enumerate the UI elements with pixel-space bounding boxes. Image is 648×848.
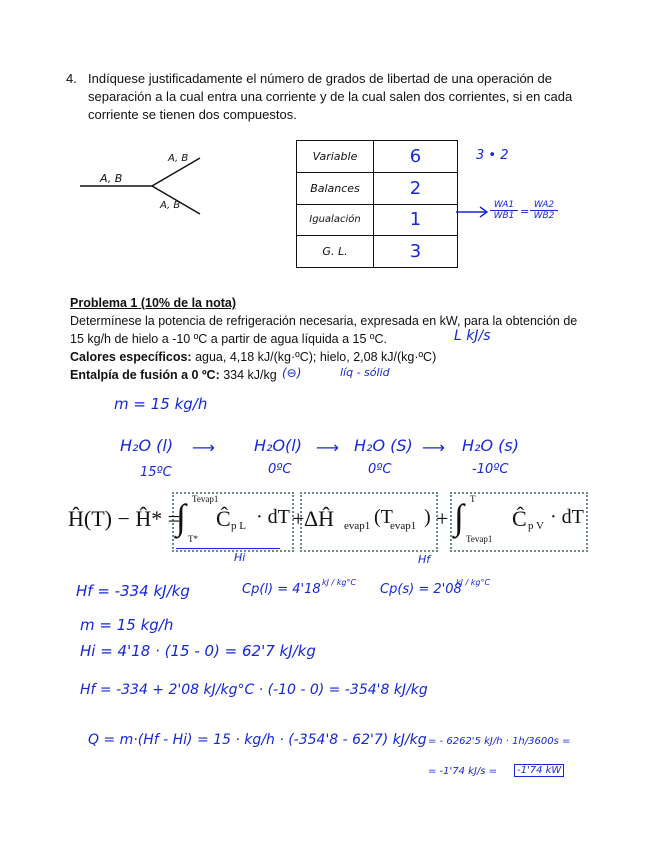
question-number: 4.	[66, 71, 77, 86]
cp-text: agua, 4,18 kJ/(kg·ºC); hielo, 2,08 kJ/(kg·ºC)	[195, 350, 437, 364]
row-value: 6	[374, 141, 458, 173]
dT-1: · dT	[256, 506, 290, 528]
specific-heats	[70, 348, 590, 366]
final-result: -1'74 kW	[514, 764, 564, 777]
row-label: G. L.	[297, 236, 374, 268]
table-row	[297, 141, 458, 173]
delta-h-close: )	[424, 506, 431, 528]
fusion-label: Entalpía de fusión a 0 ºC:	[70, 368, 220, 382]
hf-line: Hf = -334 kJ/kg	[76, 582, 190, 600]
problem-statement: Determínese la potencia de refrigeración necesaria, expresada en kW, para la obtención de 15 kg/h de hielo a -10 ºC a partir de agua líquida a 15 ºC.	[70, 314, 578, 346]
cp-s-unit: kJ / kg°C	[456, 578, 491, 587]
equality-right-fraction	[530, 200, 558, 221]
integral-2-icon: ∫	[454, 497, 464, 537]
separation-diagram	[76, 150, 216, 230]
plus-1: +	[292, 506, 305, 531]
q-line: Q = m·(Hf - Hi) = 15 · kg/h · (-354'8 - 62'7) kJ/kg	[88, 732, 427, 748]
cp-l-line: Cp(l) = 4'18	[242, 582, 321, 597]
cp-liquid-sub: p L	[231, 520, 246, 532]
cp-vapor-sub: p V	[528, 520, 544, 532]
problem-title: Problema 1 (10% de la nota)	[70, 296, 237, 310]
sign-note: (⊖)	[282, 366, 302, 380]
equation-lhs: Ĥ(T) − Ĥ* =	[68, 506, 181, 531]
q-result-1: = - 6262'5 kJ/h · 1h/3600s =	[428, 736, 571, 747]
delta-h: ΔĤ	[304, 506, 335, 531]
fusion-enthalpy	[70, 366, 590, 384]
mass-line: m = 15 kg/h	[114, 395, 208, 413]
state-liquid-15: H₂O (l)	[120, 436, 174, 455]
row-value: 2	[374, 172, 458, 204]
row-label: Balances	[297, 172, 374, 204]
cp-liquid: Ĉ	[216, 506, 231, 531]
arrow-icon: ⟶	[192, 438, 215, 457]
lower-limit-1: T*	[188, 534, 198, 544]
q-result-2: = -1'74 kJ/s =	[428, 766, 498, 777]
table-row	[297, 172, 458, 204]
equals-sign: =	[520, 205, 530, 218]
dT-3: · dT	[550, 506, 584, 528]
temp-minus10: -10ºC	[472, 462, 509, 477]
problem-1	[70, 294, 590, 384]
upper-limit-1: Tevap1	[192, 494, 219, 504]
temp-0a: 0ºC	[268, 462, 292, 477]
arrow-icon: ⟶	[422, 438, 445, 457]
state-solid-minus10: H₂O (s)	[462, 436, 519, 455]
row-label: Variable	[297, 141, 374, 173]
state-solid-0: H₂O (S)	[354, 436, 413, 455]
units-note: L kJ/s	[454, 328, 491, 344]
mass-line-2: m = 15 kg/h	[80, 616, 174, 634]
arrow-icon	[456, 206, 490, 218]
phase-note: líq - sólid	[340, 366, 390, 379]
inlet-label: A, B	[100, 172, 123, 185]
cp-l-unit: kJ / kg°C	[322, 578, 357, 587]
enthalpy-equation	[68, 492, 588, 552]
table-row	[297, 204, 458, 236]
fraction-denominator: WB2	[533, 211, 555, 221]
delta-h-sub: evap1	[344, 520, 371, 532]
temp-15: 15ºC	[140, 465, 172, 480]
table-row	[297, 236, 458, 268]
plus-2: +	[436, 506, 449, 531]
fraction-numerator: WA2	[530, 200, 558, 211]
hi-tag: Hi	[234, 551, 246, 564]
hi-underline	[176, 548, 280, 549]
hf-line-2: Hf = -334 + 2'08 kJ/kg°C · (-10 - 0) = -354'8 kJ/kg	[80, 682, 428, 698]
arrow-icon: ⟶	[316, 438, 339, 457]
cp-vapor: Ĉ	[512, 506, 527, 531]
hi-line: Hi = 4'18 · (15 - 0) = 62'7 kJ/kg	[80, 642, 316, 660]
variables-note: 3 • 2	[476, 148, 509, 163]
dof-table	[296, 140, 458, 268]
cp-label: Calores específicos:	[70, 350, 192, 364]
fraction-numerator: WA1	[490, 200, 518, 211]
delta-h-arg-sub: evap1	[390, 520, 417, 532]
outlet-bottom-label: A, B	[160, 200, 181, 211]
row-value: 1	[374, 204, 458, 236]
question-4	[66, 70, 586, 124]
cp-s-line: Cp(s) = 2'08	[380, 582, 462, 597]
outlet-top-label: A, B	[168, 153, 189, 164]
row-label: Igualación	[297, 204, 374, 236]
row-value: 3	[374, 236, 458, 268]
equality-left-fraction	[490, 200, 518, 221]
question-text: Indíquese justificadamente el número de grados de libertad de una operación de separación a la cual entra una corriente y de la cual salen dos corrientes, si en cada corriente se tienen dos compuestos.	[88, 71, 573, 122]
hf-tag: Hf	[418, 553, 431, 566]
fusion-text: 334 kJ/kg	[223, 368, 277, 382]
upper-limit-3: T	[470, 494, 476, 504]
fraction-denominator: WB1	[493, 211, 515, 221]
temp-0b: 0ºC	[368, 462, 392, 477]
state-liquid-0: H₂O(l)	[254, 436, 302, 455]
delta-h-arg: (T	[374, 506, 393, 528]
integral-1-icon: ∫	[176, 497, 186, 537]
lower-limit-3: Tevap1	[466, 534, 493, 544]
